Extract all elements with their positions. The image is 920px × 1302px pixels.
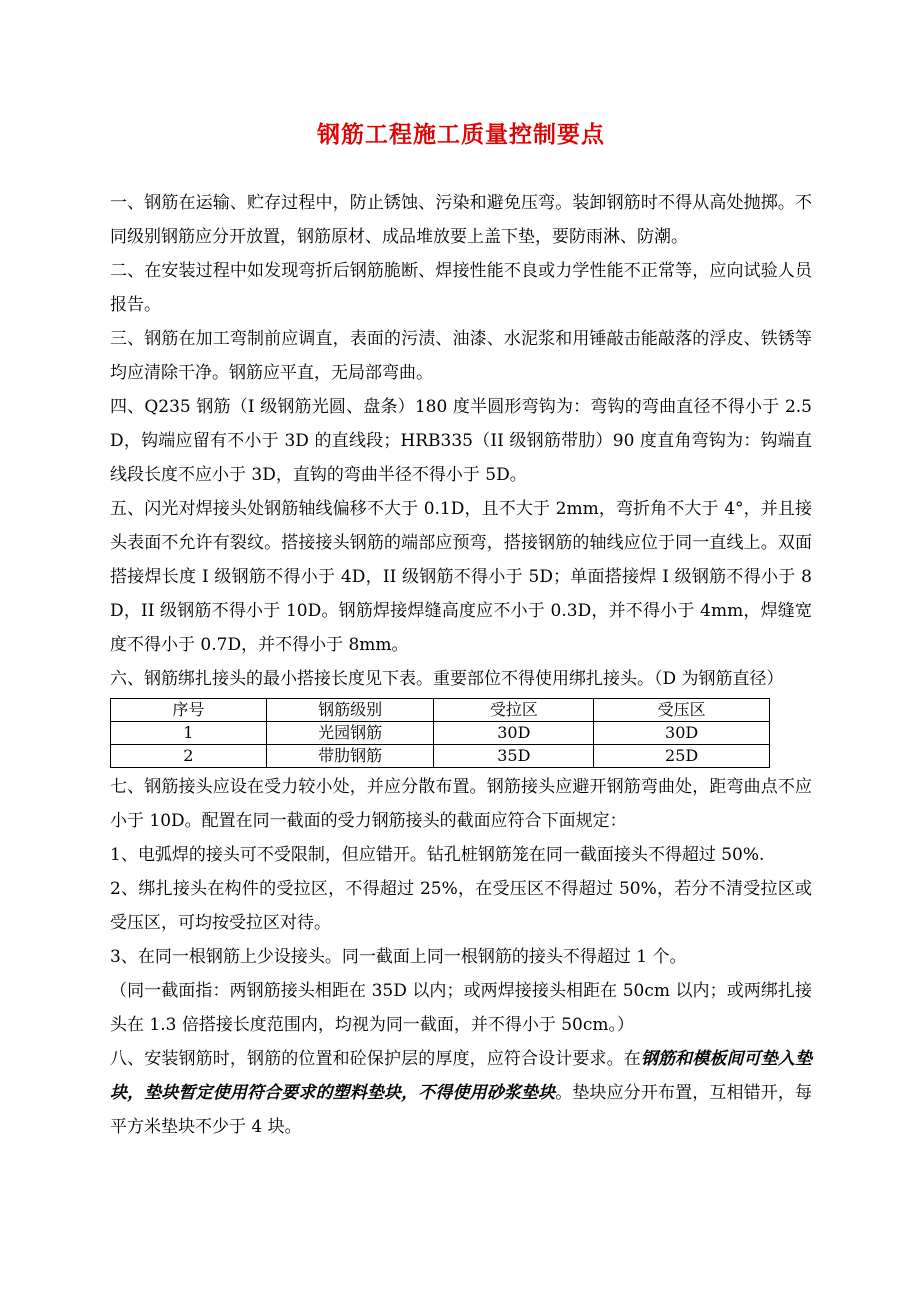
table-cell: 2 (111, 745, 267, 768)
table-cell: 30D (594, 722, 770, 745)
table-cell: 35D (434, 745, 594, 768)
paragraph-8-text-a: 八、安装钢筋时，钢筋的位置和砼保护层的厚度，应符合设计要求。在 (110, 1049, 641, 1069)
paragraph-7-item-2: 2、绑扎接头在构件的受拉区，不得超过 25%，在受压区不得超过 50%，若分不清受拉区或受压区，可均按受拉区对待。 (110, 879, 812, 933)
table-cell: 1 (111, 722, 267, 745)
paragraph-8-text-b: 。垫块应分开布置，互相错开，每平方米垫块不少于 4 块。 (110, 1083, 812, 1137)
paragraph-7: 七、钢筋接头应设在受力较小处，并应分散布置。钢筋接头应避开钢筋弯曲处，距弯曲点不应小于 10D。配置在同一截面的受力钢筋接头的截面应符合下面规定： (110, 777, 812, 831)
table-cell: 光园钢筋 (266, 722, 434, 745)
paragraph-7-item-1: 1、电弧焊的接头可不受限制，但应错开。钻孔桩钢筋笼在同一截面接头不得超过 50%. (110, 845, 765, 865)
table-row (111, 722, 770, 745)
paragraph-8-emphasis: 钢筋和模板间可垫入垫块，垫块暂定使用符合要求的塑料垫块，不得使用砂浆垫块 (110, 1049, 812, 1103)
paragraph-5: 五、闪光对焊接头处钢筋轴线偏移不大于 0.1D，且不大于 2mm，弯折角不大于 4°，并且接头表面不允许有裂纹。搭接接头钢筋的端部应预弯，搭接钢筋的轴线应位于同一直线上。双面搭接焊长度 I 级钢筋不得小于 4D，II 级钢筋不得小于 5D；单面搭接焊 I 级钢筋不得小于 8D，II 级钢筋不得小于 10D。钢筋焊接焊缝高度应不小于 0.3D，并不得小于 4mm，焊缝宽度不得小于 0.7D，并不得小于 8mm。 (110, 499, 812, 655)
paragraph-6: 六、钢筋绑扎接头的最小搭接长度见下表。重要部位不得使用绑扎接头。（D 为钢筋直径） (110, 669, 784, 689)
paragraph-8 (110, 1042, 812, 1144)
table-row (111, 745, 770, 768)
table-header-cell: 序号 (111, 699, 267, 722)
table-cell: 25D (594, 745, 770, 768)
lap-length-table (110, 698, 770, 768)
table-header-cell: 钢筋级别 (266, 699, 434, 722)
table-cell: 30D (434, 722, 594, 745)
paragraph-2: 二、在安装过程中如发现弯折后钢筋脆断、焊接性能不良或力学性能不正常等，应向试验人员报告。 (110, 261, 812, 315)
table-cell: 带肋钢筋 (266, 745, 434, 768)
table-header-row (111, 699, 770, 722)
paragraph-3: 三、钢筋在加工弯制前应调直，表面的污渍、油漆、水泥浆和用锤敲击能敲落的浮皮、铁锈等均应清除干净。钢筋应平直，无局部弯曲。 (110, 329, 812, 383)
table-header-cell: 受拉区 (434, 699, 594, 722)
document-title: 钢筋工程施工质量控制要点 (317, 121, 605, 148)
paragraph-4: 四、Q235 钢筋（I 级钢筋光圆、盘条）180 度半圆形弯钩为：弯钩的弯曲直径不得小于 2.5D，钩端应留有不小于 3D 的直线段；HRB335（II 级钢筋带肋）90 度直角弯钩为：钩端直线段长度不应小于 3D，直钩的弯曲半径不得小于 5D。 (110, 397, 812, 485)
paragraph-7-item-3: 3、在同一根钢筋上少设接头。同一截面上同一根钢筋的接头不得超过 1 个。 (110, 947, 687, 967)
paragraph-1: 一、钢筋在运输、贮存过程中，防止锈蚀、污染和避免压弯。装卸钢筋时不得从高处抛掷。不同级别钢筋应分开放置，钢筋原材、成品堆放要上盖下垫，要防雨淋、防潮。 (110, 193, 812, 247)
paragraph-7-note: （同一截面指：两钢筋接头相距在 35D 以内；或两焊接接头相距在 50cm 以内；或两绑扎接头在 1.3 倍搭接长度范围内，均视为同一截面，并不得小于 50cm。） (110, 981, 812, 1035)
table-header-cell: 受压区 (594, 699, 770, 722)
